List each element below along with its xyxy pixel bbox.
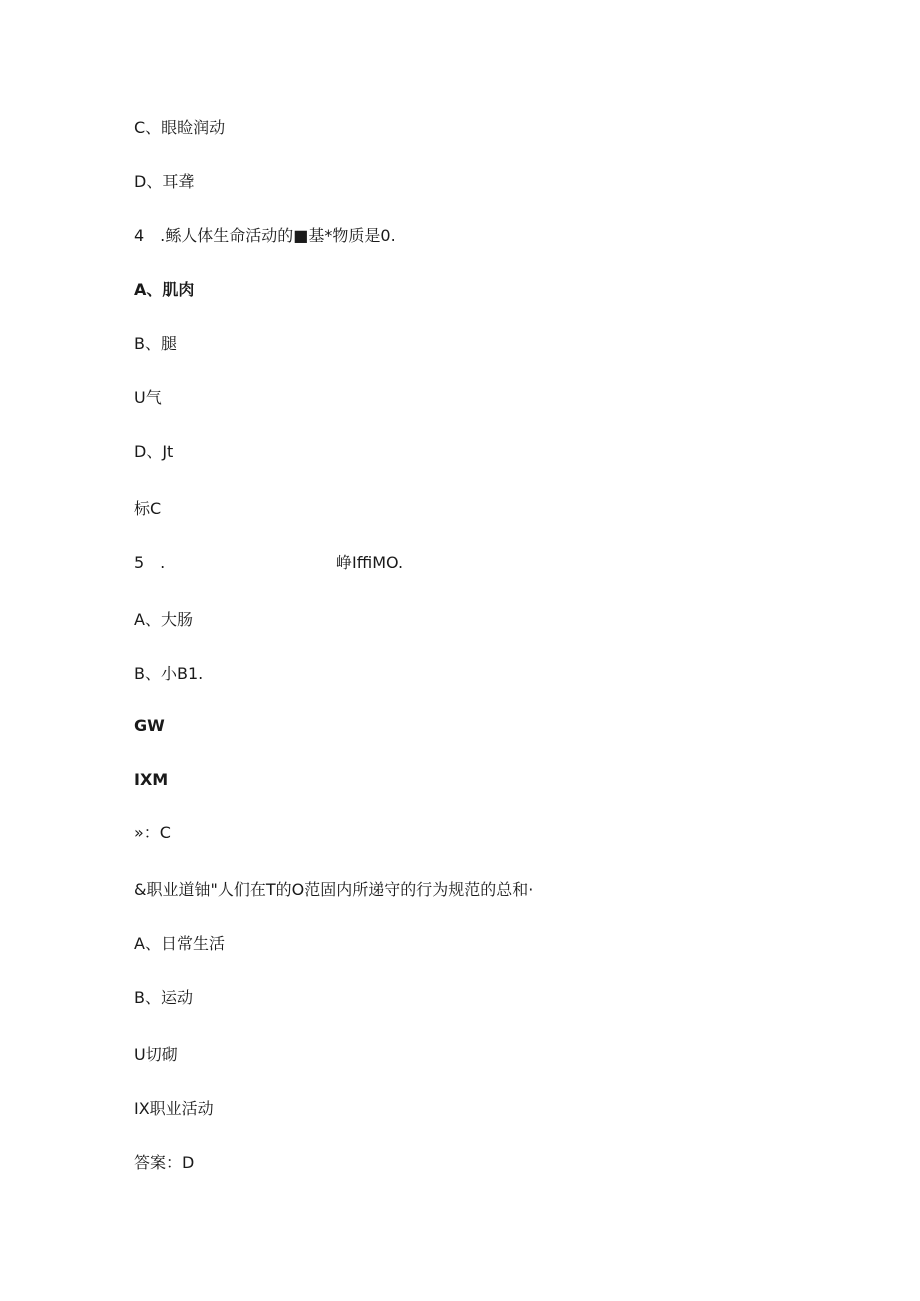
option-d-text: D、耳聋 (134, 172, 195, 191)
question-6-text: &职业道铀"人们在T的O范固内所递守的行为规范的总和· (134, 880, 534, 899)
option-d-text: D、Jt (134, 442, 174, 461)
option-a-text: A、大肠 (134, 610, 193, 629)
option-b-text: B、腿 (134, 334, 177, 353)
option-c-text: GW (134, 716, 165, 735)
answer-text: »：C (134, 823, 171, 842)
question-5-text: 峥IffiMO. (336, 553, 404, 572)
answer-text: 标C (134, 499, 162, 518)
option-c-text: U切砌 (134, 1045, 178, 1064)
option-b-text: B、小B1. (134, 664, 204, 683)
question-4-text: 4 .鲧人体生命活动的■基*物质是0. (134, 226, 396, 245)
option-d-text: IXM (134, 770, 169, 789)
answer-text: 答案：D (134, 1153, 195, 1172)
option-b-text: B、运动 (134, 988, 193, 1007)
option-d-text: IX职业活动 (134, 1099, 214, 1118)
option-c-text: U气 (134, 388, 162, 407)
option-c-text: C、眼睑润动 (134, 118, 226, 137)
option-a-text: A、肌肉 (134, 280, 195, 299)
option-a-text: A、日常生活 (134, 934, 225, 953)
question-5-number: 5 . (134, 553, 166, 572)
